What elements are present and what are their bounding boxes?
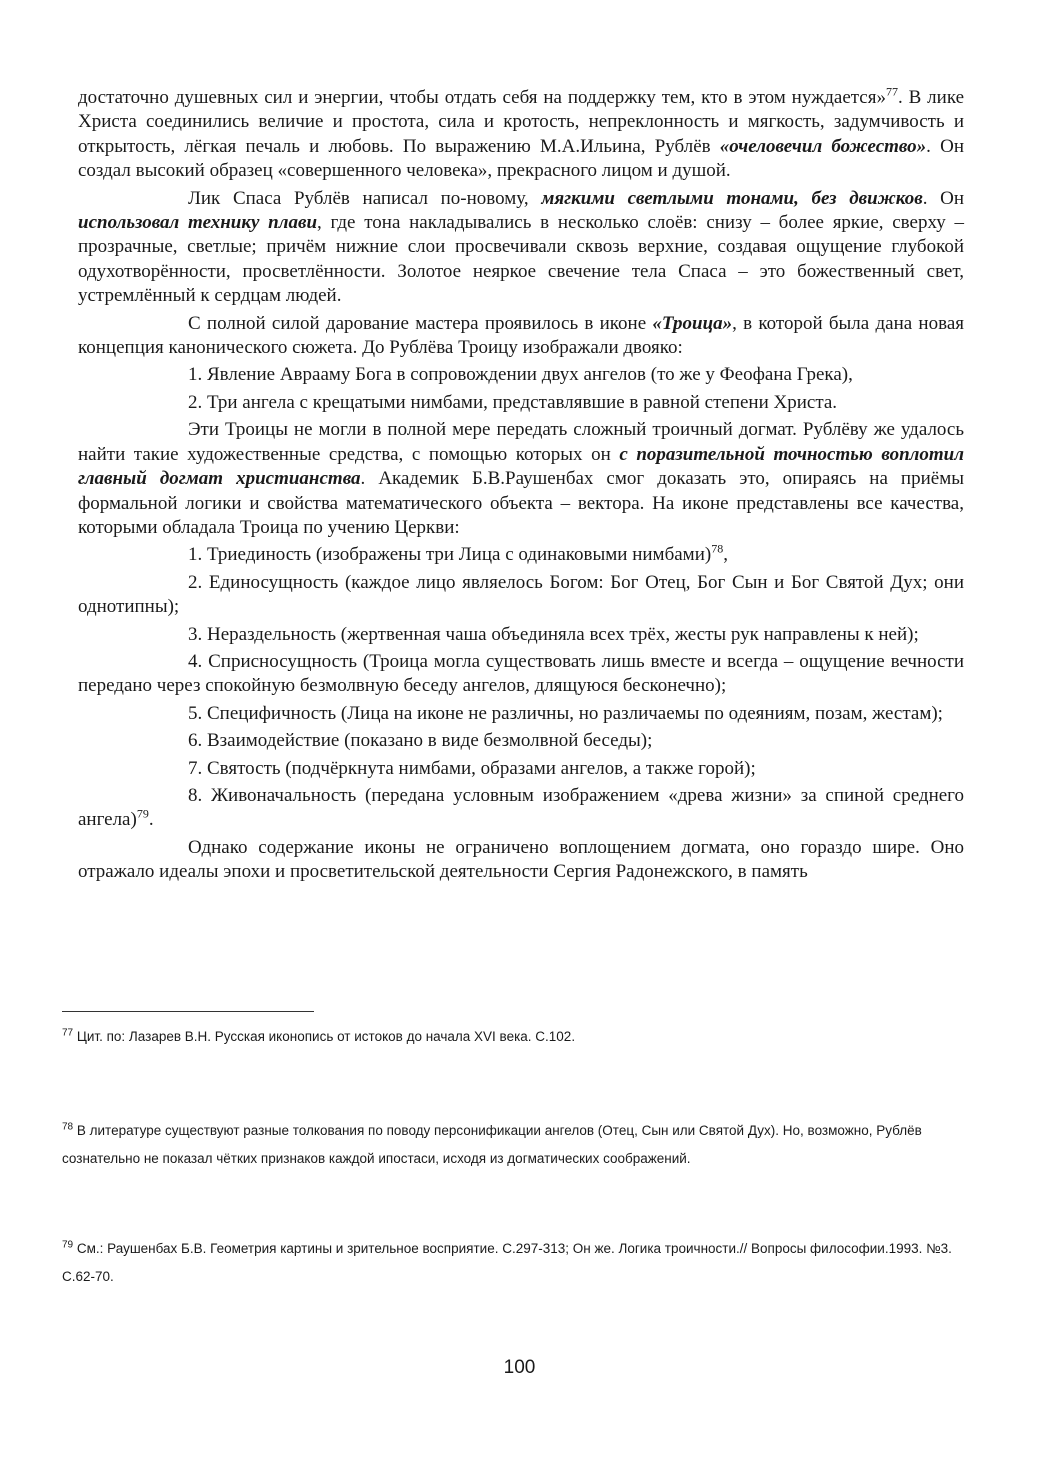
paragraph-1: достаточно душевных сил и энергии, чтобы отдать себя на поддержку тем, кто в этом нуждается»$^{77}$. В лике Христа соединились величие и простота, сила и кротость, непреклонность и мягкость, задумчивость и открытость, лёгкая печаль и любовь. По выражению М.А.Ильина, Рублёв «очеловечил божество». Он создал высокий образец «совершенного человека», прекрасного лицом и душой. xyxy=(78,84,965,182)
page-number: 100 xyxy=(503,1357,536,1378)
quality-item-1: 1. Триединость (изображены три Лица с одинаковыми нимбами)$^{78}$, xyxy=(188,541,728,566)
quality-item-8: 8. Живоначальность (передана условным изображением «древа жизни» за спиной среднего ангела)$^{79}$. xyxy=(78,784,964,831)
quality-item-2: 2. Единосущность (каждое лицо являелось Богом: Бог Отец, Бог Сын и Бог Святой Дух; они однотипны); xyxy=(78,571,964,618)
emphasis: с поразительной точностью воплотил главный догмат христианства xyxy=(78,443,964,490)
footnote-number: 79 xyxy=(62,1239,74,1251)
footnote-separator xyxy=(62,1011,314,1012)
emphasis: мягкими светлыми тонами, без движков xyxy=(541,187,923,209)
emphasis: «Троица» xyxy=(652,312,733,334)
list-item: 2. Три ангела с крещатыми нимбами, представлявшие в равной степени Христа. xyxy=(188,391,838,413)
footnote-79 xyxy=(62,1235,962,1291)
footnote-number: 77 xyxy=(62,1027,74,1039)
quality-item-6: 6. Взаимодействие (показано в виде безмолвной беседы); xyxy=(188,730,653,752)
quality-item-4: 4. Сприсносущность (Троица могла существовать лишь вместе и всегда – ощущение вечности передано через спокойную безмолвную беседу ангелов, длящуюся бесконечно); xyxy=(78,650,964,697)
footnote-text: См.: Раушенбах Б.В. Геометрия картины и зрительное восприятие. С.297-313; Он же. Логика троичности.// Вопросы философии.1993. №3. С.62-70. xyxy=(62,1241,952,1284)
footnote-number: 78 xyxy=(62,1121,74,1133)
quality-item-7: 7. Святость (подчёркнута нимбами, образами ангелов, а также горой); xyxy=(188,757,756,779)
footnote-77 xyxy=(62,1023,962,1051)
emphasis: использовал технику плави xyxy=(78,212,318,234)
quality-item-3: 3. Нераздельность (жертвенная чаша объединяла всех трёх, жесты рук направлены к ней); xyxy=(188,623,919,645)
footnote-ref-78[interactable]: 78 xyxy=(711,541,724,556)
footnote-ref-77[interactable]: 77 xyxy=(885,84,898,99)
list-item: 1. Явление Аврааму Бога в сопровождении двух ангелов (то же у Феофана Грека), xyxy=(188,364,853,386)
paragraph-2: Лик Спаса Рублёв написал по-новому, мягкими светлыми тонами, без движков. Он использовал технику плави, где тона накладывались в несколько слоёв: снизу – более яркие, сверху – прозрачные, светлые; причём нижние слои просвечивали сквозь верхние, создавая ощущение глубокой одухотворённости, просветлённости. Золотое неяркое свечение тела Спаса – это божественный свет, устремлённый к сердцам людей. xyxy=(78,187,965,307)
paragraph-5: Однако содержание иконы не ограничено воплощением догмата, оно гораздо шире. Оно отражало идеалы эпохи и просветительской деятельности Сергия Радонежского, в память xyxy=(78,836,964,883)
emphasis: «очеловечил божество» xyxy=(719,135,927,157)
footnote-ref-79[interactable]: 79 xyxy=(136,807,149,822)
footnote-text: Цит. по: Лазарев В.Н. Русская иконопись от истоков до начала XVI века. С.102. xyxy=(73,1029,576,1044)
paragraph-3: С полной силой дарование мастера проявилось в иконе «Троица», в которой была дана новая концепция канонического сюжета. До Рублёва Троицу изображали двояко: xyxy=(78,312,964,359)
quality-item-5: 5. Специфичность (Лица на иконе не различны, но различаемы по одеяниям, позам, жестам); xyxy=(188,702,943,724)
main-text xyxy=(78,86,964,885)
footnote-78 xyxy=(62,1117,962,1173)
footnote-text: В литературе существуют разные толкования по поводу персонификации ангелов (Отец, Сын или Святой Дух). Но, возможно, Рублёв сознательно не показал чётких признаков каждой ипостаси, исходя из догматических соображений. xyxy=(62,1123,922,1166)
paragraph-4: Эти Троицы не могли в полной мере передать сложный троичный догмат. Рублёву же удалось найти такие художественные средства, с помощью которых он с поразительной точностью воплотил главный догмат христианства. Академик Б.В.Раушенбах смог доказать это, опираясь на приёмы формальной логики и свойства математического объекта – вектора. На иконе представлены все качества, которыми обладала Троица по учению Церкви: xyxy=(78,419,964,538)
